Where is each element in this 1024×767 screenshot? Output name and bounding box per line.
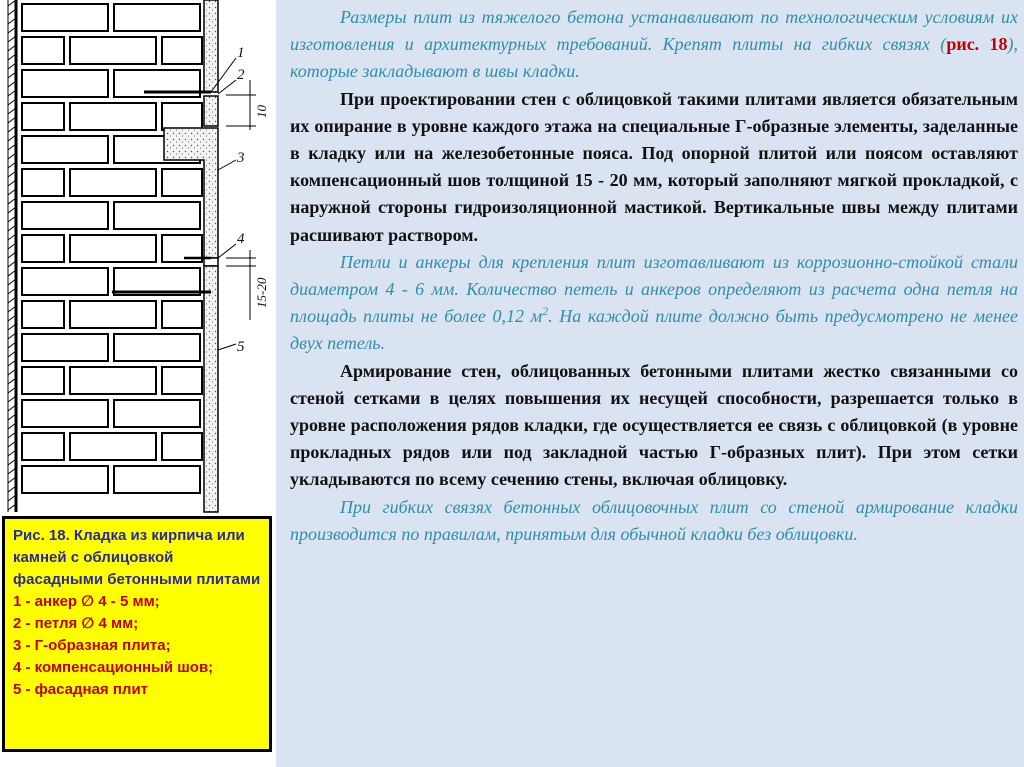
- brick: [22, 37, 64, 64]
- callout-2: 2: [237, 67, 245, 83]
- brick: [22, 202, 108, 229]
- brick: [22, 268, 108, 295]
- brick: [70, 367, 156, 394]
- brick: [114, 202, 200, 229]
- brick: [22, 301, 64, 328]
- brick: [114, 4, 200, 31]
- callout-3: 3: [237, 150, 245, 166]
- brick: [22, 70, 108, 97]
- paragraph-loops-anchors: Петли и анкеры для крепления плит изготавливают из коррозионно-стойкой стали диаметром 4 - 6 мм. Количество петель и анкеров определяют из расчета одна петля на площадь плиты не более 0,12 $м^2$. На каждой плите должно быть предусмотрено не менее двух петель.: [290, 251, 1018, 354]
- brick: [70, 301, 156, 328]
- diameter-icon: ∅: [81, 615, 95, 632]
- paragraph-design-support: При проектировании стен с облицовкой такими плитами является обязательным их опирание в уровне каждого этажа на специальные Г-образные элементы, заделанные в кладку или на железобетонные пояса. Под опорной плитой или поясом оставляют компенсационный шов толщиной 15 - 20 мм, который заполняют мягкой прокладкой, с наружной стороны гидроизоляционной мастикой. Вертикальные швы между плитами расшивают раствором.: [290, 88, 1018, 245]
- brick: [22, 433, 64, 460]
- brick: [22, 136, 108, 163]
- figure-panel: [4, 0, 275, 515]
- brick: [22, 466, 108, 493]
- brick: [162, 103, 202, 130]
- facade-slab-top: [204, 0, 218, 92]
- brick: [22, 334, 108, 361]
- brick: [70, 169, 156, 196]
- dimension-15-20: 15-20: [254, 277, 269, 308]
- brick: [162, 433, 202, 460]
- caption-item: 1 - анкер ∅ 4 - 5 мм;: [13, 593, 160, 610]
- brick: [162, 37, 202, 64]
- brick: [22, 103, 64, 130]
- text-body: [290, 4, 1018, 548]
- brick: [22, 235, 64, 262]
- paragraph-reinforcement: Армирование стен, облицованных бетонными плитами жестко связанными со стеной сетками в целях повышения их несущей способности, разрешается только в уровне расположения рядов кладки, где осуществляется ее связь с облицовкой (в уровне прокладных рядов или под закладной частью Г-образных плит). При этом сетки укладываются по всему сечению стены, включая облицовку.: [290, 360, 1018, 490]
- callout-5: 5: [237, 339, 245, 355]
- brick-courses: [22, 4, 202, 493]
- brick: [70, 103, 156, 130]
- diameter-icon: ∅: [81, 593, 95, 610]
- brick: [70, 37, 156, 64]
- paragraph-slab-sizes: Размеры плит из тяжелого бетона устанавливают по технологическим условиям их изготовления и архитектурных требований. Крепят плиты на гибких связях (рис. 18), которые закладывают в швы кладки.: [290, 7, 1019, 82]
- caption-item: 5 - фасадная плит: [13, 681, 149, 698]
- text-panel: [276, 0, 1024, 767]
- brick: [114, 466, 200, 493]
- brick: [22, 169, 64, 196]
- brick: [114, 334, 200, 361]
- callout-1: 1: [237, 45, 245, 61]
- brick: [162, 301, 202, 328]
- dimension-10: 10: [254, 105, 269, 118]
- brick: [22, 4, 108, 31]
- brick-wall-drawing: [4, 0, 275, 515]
- caption-title: Рис. 18. Кладка из кирпича или камней с облицовкой фасадными бетонными плитами: [13, 527, 261, 588]
- callout-4: 4: [237, 231, 245, 247]
- brick: [22, 367, 64, 394]
- caption-item: 3 - Г-образная плита;: [13, 637, 171, 654]
- brick: [70, 433, 156, 460]
- facade-slab-lower: [204, 266, 218, 512]
- caption-item: 2 - петля ∅ 4 мм;: [13, 615, 139, 632]
- brick: [162, 367, 202, 394]
- brick: [114, 400, 200, 427]
- figure-reference-link[interactable]: рис. 18: [946, 34, 1008, 55]
- paragraph-flexible-ties: При гибких связях бетонных облицовочных плит со стеной армирование кладки производится по правилам, принятым для обычной кладки без облицовки.: [290, 496, 1018, 544]
- brick: [22, 400, 108, 427]
- brick: [70, 235, 156, 262]
- figure-caption-box: [2, 516, 272, 752]
- brick: [162, 169, 202, 196]
- caption-item: 4 - компенсационный шов;: [13, 659, 214, 676]
- facade-slab-upper: [204, 96, 218, 126]
